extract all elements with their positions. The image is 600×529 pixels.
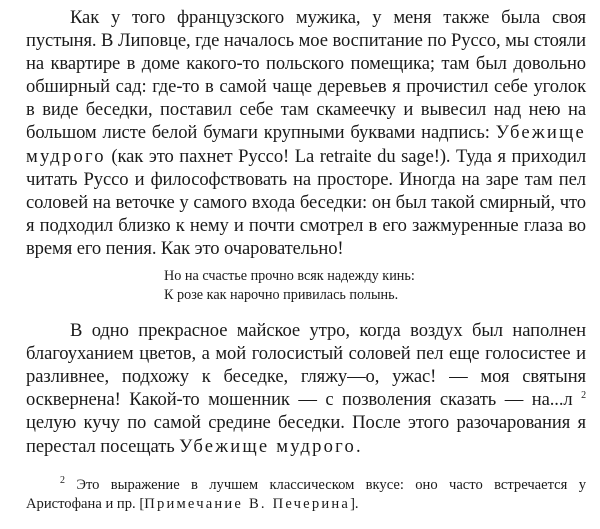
paragraph-text: целую кучу по самой средине беседки. После этого разочарования я перестал посещать [26,412,586,457]
footnote-number: 2 [60,474,65,486]
verse-quote [164,267,586,305]
verse-line: К розе как нарочно привилась полынь. [164,287,399,304]
paragraph-text: . [356,435,361,457]
footnote-attribution: Примечание В. Печерина [144,495,351,512]
paragraph-text: (как это пахнет Руссо! La retraite du sage!). Туда я приходил читать Руссо и философствовать на просторе. Иногда на заре там пел соловей на веточке у самого входа беседки: он был такой смирный, что я подходил близко к нему и почти смотрел в его зажмуренные глаза во время его пения. Как это очаровательно! [26,145,586,259]
paragraph-text: В одно прекрасное майское утро, когда воздух был наполнен благоуханием цветов, а мой голосистый соловей пел еще голосистее и разливнее, подхожу к беседке, гляжу—о, ужас! — моя святыня осквернена! Какой-то мошенник — с позволения сказать — на...л [26,320,586,411]
spaced-phrase: Убежище мудрого [26,122,586,167]
footnote-text: ]. [350,495,359,512]
spaced-phrase: Убежище мудрого [179,435,357,457]
footnote-text: Это выражение в лучшем классическом вкусе: оно часто встречается у Аристофана и пр. [ [26,476,586,512]
paragraph-morning [26,319,586,458]
paragraph-garden [26,6,586,260]
footnote [26,476,586,514]
paragraph-text: Как у того французского мужика, у меня также была своя пустыня. В Липовце, где началось мое воспитание по Руссо, мы стояли на квартире в доме какого-то польского помещика; там был довольно обширный сад: где-то в самой чаще деревьев я прочистил себе уголок в виде беседки, поставил себе там скамеечку и вывесил над нею на большом листе белой бумаги крупными буквами надпись: [26,7,586,144]
footnote-reference[interactable]: 2 [581,390,586,402]
verse-line: Но на счастье прочно всяк надежду кинь: [164,268,415,285]
